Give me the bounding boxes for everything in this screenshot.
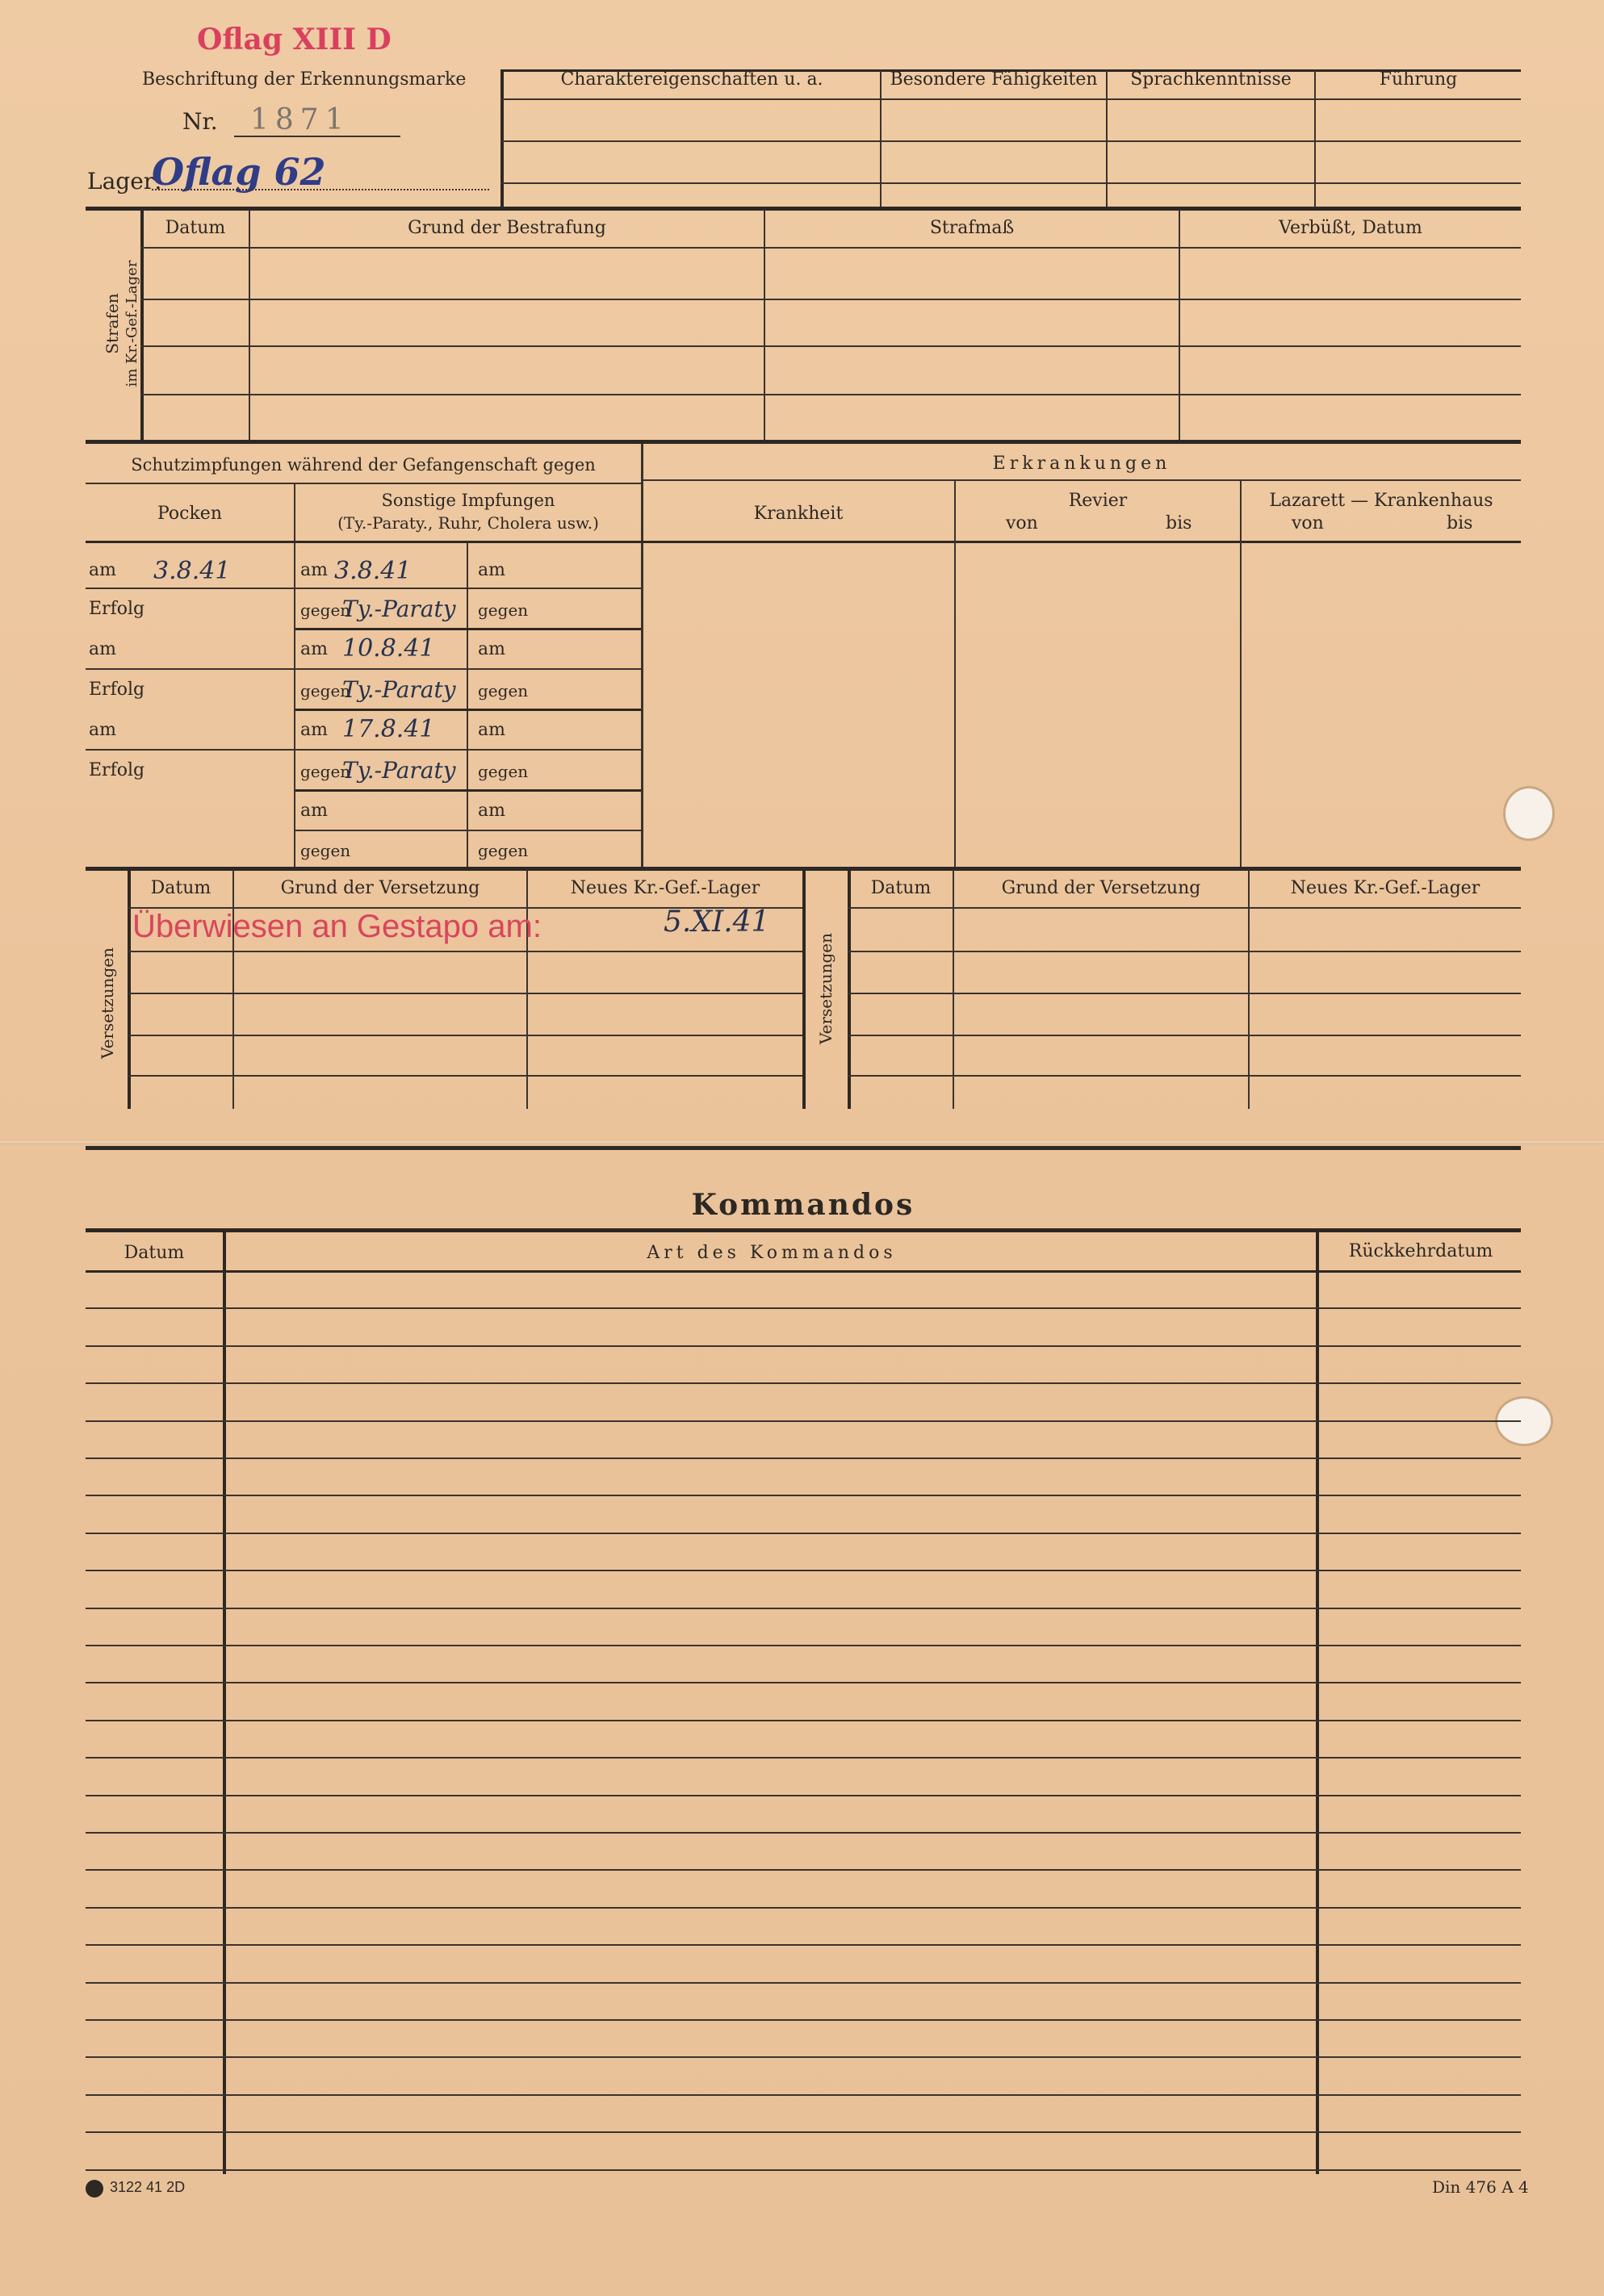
vers-right-side-rule [848,870,851,1109]
col-faehigkeiten: Besondere Fähigkeiten [890,69,1098,90]
kommandos-row-rule [86,1757,1521,1759]
vers-row-rule [128,1035,802,1036]
kommandos-divider [223,1232,226,2174]
fold-line [0,1140,1604,1144]
lager-underline [152,189,489,190]
vers-row-rule [848,1035,1521,1036]
kommandos-header-top-rule [86,1228,1521,1232]
impf-row-label: am [478,560,505,580]
impf-row-label: gegen [478,762,529,781]
impf-sonstige-type: Ty.-Paraty [342,596,456,622]
impf-row-label: gegen [478,841,529,860]
col-charakter: Charaktereigenschaften u. a. [560,69,823,90]
impf-row-label: am [89,720,116,740]
kommandos-row-rule [86,1645,1521,1646]
vers-col-neues: Neues Kr.-Gef.-Lager [570,878,760,898]
kommandos-row-rule [86,1345,1521,1347]
strafen-divider [764,210,765,441]
lazarett-von: von [1292,513,1324,533]
impf-row-label: gegen [300,681,351,701]
impf-sonstige-type: Ty.-Paraty [342,757,456,784]
nr-underline [234,136,400,137]
impf-sonstige-type: Ty.-Paraty [342,676,456,703]
camp-stamp-top: Oflag XIII D [197,23,392,56]
strafen-header-rule [140,247,1521,249]
erkrankungen-title: Erkrankungen [992,454,1171,474]
impf-row-label: am [300,639,328,659]
kommandos-header-rule [86,1270,1521,1273]
kommandos-title: Kommandos [691,1188,915,1222]
header-rule [500,182,1521,184]
impf-col-sonstige: Sonstige Impfungen [381,491,555,510]
impf-row-label: am [478,720,505,740]
strafen-row-rule [140,299,1521,300]
vers-col-grund: Grund der Versetzung [280,878,480,898]
strafen-side-label: Strafen [103,293,122,354]
impf-col-pocken: Pocken [157,504,222,524]
impf-row-rule [295,789,641,792]
vers-divider [1248,870,1250,1109]
print-mark-icon [86,2180,103,2198]
impf-sonstige-date: 17.8.41 [342,715,435,743]
impf-row-rule [86,668,641,670]
impf-row-rule [295,830,641,831]
kommandos-row-rule [86,1570,1521,1571]
strafen-row-rule [140,345,1521,347]
lager-label: Lager: [87,168,162,194]
strafen-divider [249,210,250,441]
header-rule [500,140,1521,142]
impf-row-rule [86,749,641,751]
impf-row-rule [295,628,641,630]
header-divider-1 [880,69,882,207]
print-code: 3122 41 2D [110,2179,186,2195]
vers-divider [232,870,234,1109]
vers-row-rule [848,1075,1521,1077]
impf-row-label: gegen [300,600,351,620]
strafen-row-rule [140,394,1521,395]
strafen-side-label-sub: im Kr.-Gef.-Lager [124,260,140,387]
kommandos-row-rule [86,1420,1521,1422]
impf-row-label: Erfolg [89,680,145,700]
header-left-rule [500,69,504,207]
impf-row-label: gegen [300,762,351,781]
kommandos-row-rule [86,1495,1521,1496]
kommandos-row-rule [86,1869,1521,1871]
revier-von: von [1006,513,1038,533]
kommandos-row-rule [86,2169,1521,2171]
strafen-col-grund: Grund der Bestrafung [408,218,606,238]
impf-row-label: Erfolg [89,760,145,780]
strafen-col-datum: Datum [165,218,226,238]
vers-col-grund-right: Grund der Versetzung [1001,878,1201,898]
vers-row-rule [128,1075,802,1077]
kommandos-col-rueckkehr: Rückkehrdatum [1348,1241,1493,1261]
punch-hole-top [1503,786,1555,841]
vers-header-rule [848,907,1521,909]
kommandos-row-rule [86,1307,1521,1309]
header-divider-3 [1314,69,1316,207]
vers-row-rule [848,951,1521,952]
impf-row-rule [295,709,641,711]
header-divider-2 [1106,69,1108,207]
strafen-col-strafmass: Strafmaß [929,218,1015,238]
kommandos-row-rule [86,1382,1521,1384]
revier-bis: bis [1166,513,1192,533]
impfungen-title-rule [86,483,641,484]
kommandos-divider [1316,1232,1319,2174]
kommandos-row-rule [86,1608,1521,1609]
header-rule [500,98,1521,100]
kommandos-row-rule [86,1720,1521,1721]
kommandos-row-rule [86,1944,1521,1946]
impfungen-title: Schutzimpfungen während der Gefangenschaft gegen [131,455,596,475]
impf-row-label: Erfolg [89,599,145,619]
gestapo-date: 5.XI.41 [664,905,770,939]
kommandos-row-rule [86,1682,1521,1683]
kommandos-col-art: Art des Kommandos [647,1243,897,1263]
impf-row-label: am [478,639,505,659]
vers-row-rule [128,951,802,952]
erkr-col-revier: Revier [1068,491,1128,511]
impf-row-label: gegen [478,681,529,701]
impf-row-label: am [300,801,328,821]
erkr-divider [954,479,956,867]
impf-sonstige-date: 10.8.41 [342,634,435,663]
impf-row-label: gegen [478,600,529,620]
kommandos-top-rule [86,1146,1521,1150]
kommandos-row-rule [86,2019,1521,2021]
lager-stamp: Oflag 62 [152,150,326,194]
strafen-divider [1179,210,1180,441]
din-format: Din 476 A 4 [1432,2177,1529,2197]
impf-row-label: am [478,801,505,821]
vers-row-rule [848,993,1521,994]
erkr-divider [1240,479,1242,867]
erkr-col-lazarett: Lazarett — Krankenhaus [1269,491,1493,511]
vers-divider [802,870,806,1109]
vers-side-label-right: Versetzungen [816,933,836,1044]
strafen-bottom-rule [86,440,1521,444]
kommandos-row-rule [86,1533,1521,1534]
impf-row-rule [86,588,641,589]
impf-pocken-date: 3.8.41 [153,557,231,585]
impf-row-label: gegen [300,841,351,860]
strafen-top-rule [86,207,1521,211]
impf-divider [467,542,468,867]
vers-col-neues-right: Neues Kr.-Gef.-Lager [1290,878,1480,898]
kommandos-row-rule [86,1457,1521,1459]
impf-row-label: am [300,560,328,580]
vers-divider [953,870,954,1109]
vers-col-datum-right: Datum [870,878,932,898]
erkennungsmarke-label: Beschriftung der Erkennungsmarke [142,69,467,90]
impf-sonstige-date: 3.8.41 [334,557,412,585]
erkr-col-krankheit: Krankheit [753,504,844,524]
impf-row-label: am [300,720,328,740]
kommandos-row-rule [86,1832,1521,1834]
nr-label: Nr. [182,108,218,135]
strafen-col-verbuesst: Verbüßt, Datum [1279,218,1422,238]
lazarett-bis: bis [1447,513,1473,533]
vers-side-label-left: Versetzungen [98,947,117,1059]
kommandos-row-rule [86,2131,1521,2133]
impf-row-label: am [89,560,116,580]
erkrankungen-title-rule [643,479,1521,481]
vers-row-rule [128,993,802,994]
col-sprachkenntnisse: Sprachkenntnisse [1130,69,1292,90]
vers-col-datum: Datum [150,878,211,898]
gestapo-stamp: Überwiesen an Gestapo am: [132,909,542,944]
impf-col-sonstige-sub: (Ty.-Paraty., Ruhr, Cholera usw.) [337,513,599,533]
kommandos-row-rule [86,2056,1521,2058]
kommandos-row-rule [86,2094,1521,2096]
vers-left-side-rule [128,870,131,1109]
impf-row-label: am [89,639,116,659]
kommandos-row-rule [86,1795,1521,1796]
kommandos-row-rule [86,1982,1521,1984]
col-fuehrung: Führung [1379,69,1458,90]
nr-value: 1871 [250,103,350,136]
kommandos-row-rule [86,1907,1521,1909]
kommandos-col-datum: Datum [124,1243,185,1263]
impf-header-rule [86,541,1521,543]
vers-divider [526,870,528,1109]
